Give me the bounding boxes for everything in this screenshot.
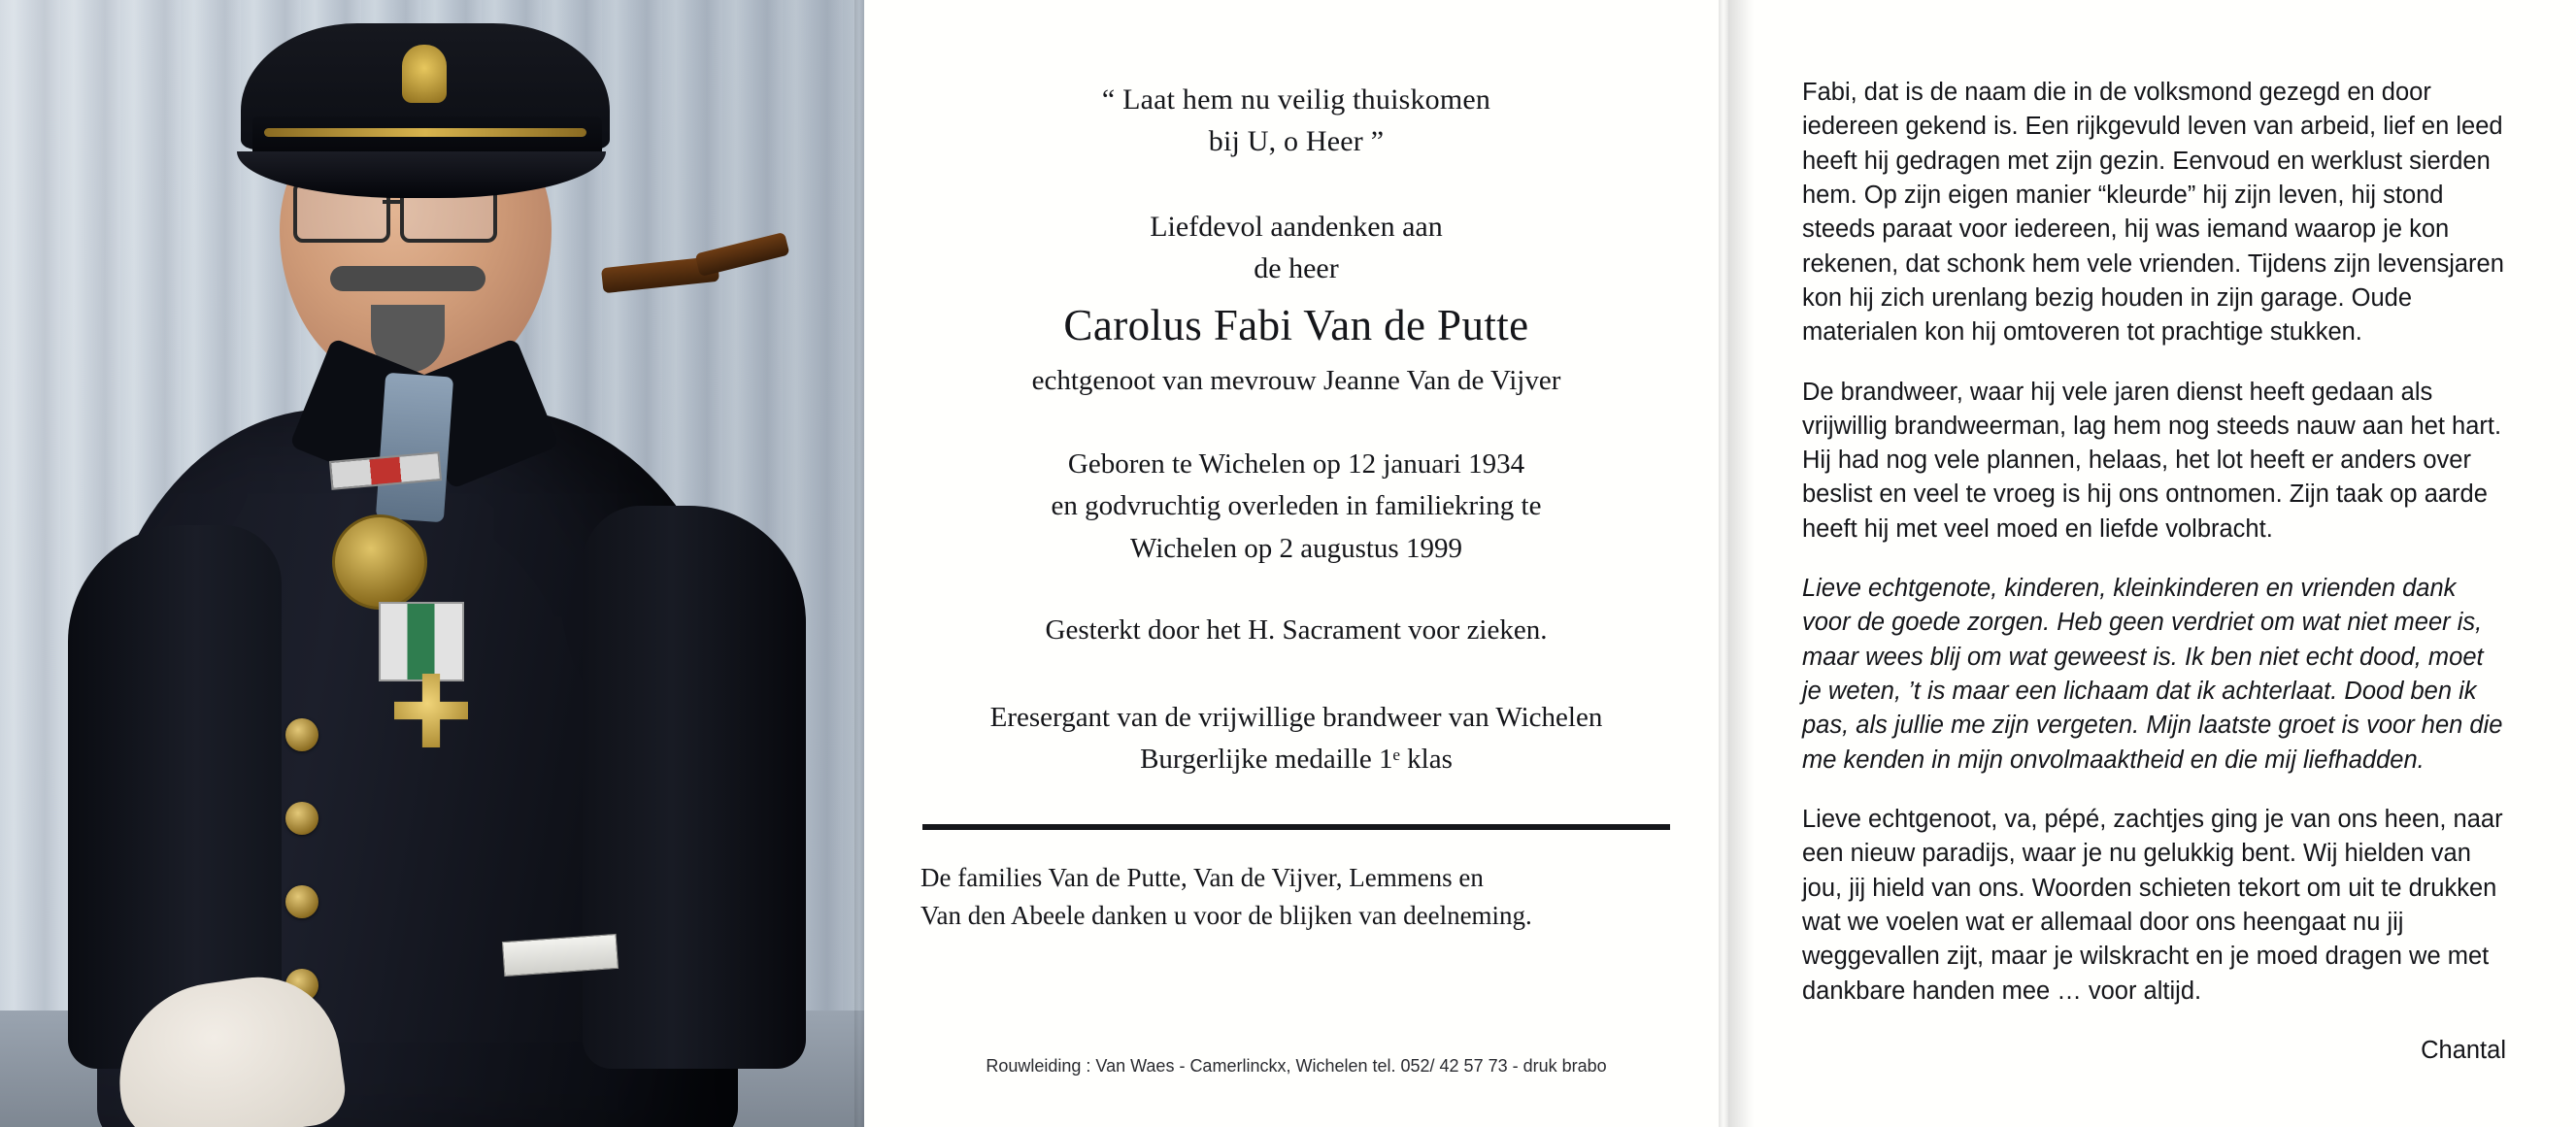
prayer-quote [920, 80, 1672, 162]
death-line-2: Wichelen op 2 augustus 1999 [1130, 532, 1462, 564]
portrait-photo [0, 0, 864, 1127]
uniform-shoulder-right [583, 506, 806, 1069]
spouse-line: echtgenoot van mevrouw Jeanne Van de Vijver [1031, 365, 1561, 397]
memory-intro-line-2: de heer [1254, 251, 1339, 284]
honours-block [920, 697, 1672, 779]
uniform-button [285, 718, 318, 751]
deceased-name: Carolus Fabi Van de Putte [1063, 301, 1529, 350]
families-thanks [920, 859, 1672, 935]
memory-intro-line-1: Liefdevol aandenken aan [1150, 211, 1443, 244]
uniformed-man-figure [39, 0, 835, 1127]
honour-line-2: Burgerlijke medaille 1ᵉ klas [1140, 743, 1453, 775]
honour-line-1: Eresergant van de vrijwillige brandweer van Wichelen [989, 702, 1603, 734]
eulogy-signature: Chantal [2421, 1036, 2506, 1064]
memory-intro [920, 207, 1672, 289]
eulogy-paragraph-1: Fabi, dat is de naam die in de volksmond gezegd en door iedereen gekend is. Een rijkgevuld leven van arbeid, lief en leed heeft hij gedragen met zijn gezin. Eenvoud en werklust sierden hem. Op zijn eigen manier “kleurde” hij zijn leven, hij stond steeds paraat voor iedereen, hij was iemand waarop je kon rekenen, dat schonk hem vele vrienden. Tijdens zijn levensjaren kon hij zich urenlang bezig houden in zijn garage. Oude materialen kon hij omtoveren tot prachtige stukken. [1802, 79, 2504, 347]
families-line-1: De families Van de Putte, Van de Vijver, Lemmens en [920, 862, 1484, 892]
epaulette-right-outer [695, 232, 790, 277]
card-fold-right [1719, 0, 1728, 1127]
medal-ribbon-green-white [379, 602, 464, 681]
page-edge-shadow [1728, 0, 1754, 1127]
uniform-button [285, 802, 318, 835]
death-line-1: en godvruchtig overleden in familiekring te [1051, 490, 1542, 522]
horizontal-divider [922, 824, 1670, 830]
cap-gold-braid [264, 128, 586, 137]
memorial-text-panel [864, 0, 1728, 1127]
eulogy-paragraph-2: De brandweer, waar hij vele jaren dienst heeft gedaan als vrijwillig brandweerman, lag hem nog steeds nauw aan het hart. Hij had nog vele plannen, helaas, het lot heeft er anders over beslist en veel te vroeg is hij ons ontnomen. Zijn taak op aarde heeft hij met veel moed en liefde volbracht. [1802, 378, 2502, 543]
glasses-bridge [383, 200, 402, 204]
families-line-2: Van den Abeele danken u voor de blijken van deelneming. [920, 900, 1532, 930]
eulogy-panel [1728, 0, 2576, 1127]
prayer-quote-line-2: bij U, o Heer ” [1208, 124, 1385, 157]
card-fold-left [854, 0, 864, 1127]
moustache [330, 266, 485, 291]
eulogy-paragraph-3: Lieve echtgenote, kinderen, kleinkinderen en vrienden dank voor de goede zorgen. Heb geen verdriet om wat niet meer is, maar wees blij om wat geweest is. Ik ben niet echt dood, moet je weten, ’t is maar een lichaam dat ik achterlaat. Dood ben ik pas, als jullie me zijn vergeten. Mijn laatste groet is voor hen die me kenden in mijn onvolmaaktheid en die mij liefhadden. [1802, 575, 2503, 774]
life-dates [920, 444, 1672, 571]
printer-imprint: Rouwleiding : Van Waes - Camerlinckx, Wichelen tel. 052/ 42 57 73 - druk brabo [986, 1056, 1607, 1076]
birth-line: Geboren te Wichelen op 12 januari 1934 [1067, 447, 1525, 480]
necktie [376, 373, 453, 523]
sacrament-line: Gesterkt door het H. Sacrament voor zieken. [1045, 614, 1548, 646]
prayer-quote-line-1: “ Laat hem nu veilig thuiskomen [1101, 83, 1491, 116]
round-medal [332, 514, 427, 610]
cap-badge-icon [402, 45, 447, 103]
eulogy-paragraph-4: Lieve echtgenoot, va, pépé, zachtjes ging je van ons heen, naar een nieuw paradijs, waar je nu gelukkig bent. Wij hielden van jou, jij hield van ons. Woorden schieten tekort om uit te drukken wat we voelen wat er allemaal door ons heengaat nu jij weggevallen zijt, maar je wilskracht en je moed dragen we met dankbare handen mee … voor altijd. [1802, 805, 2503, 1005]
uniform-button [285, 885, 318, 918]
